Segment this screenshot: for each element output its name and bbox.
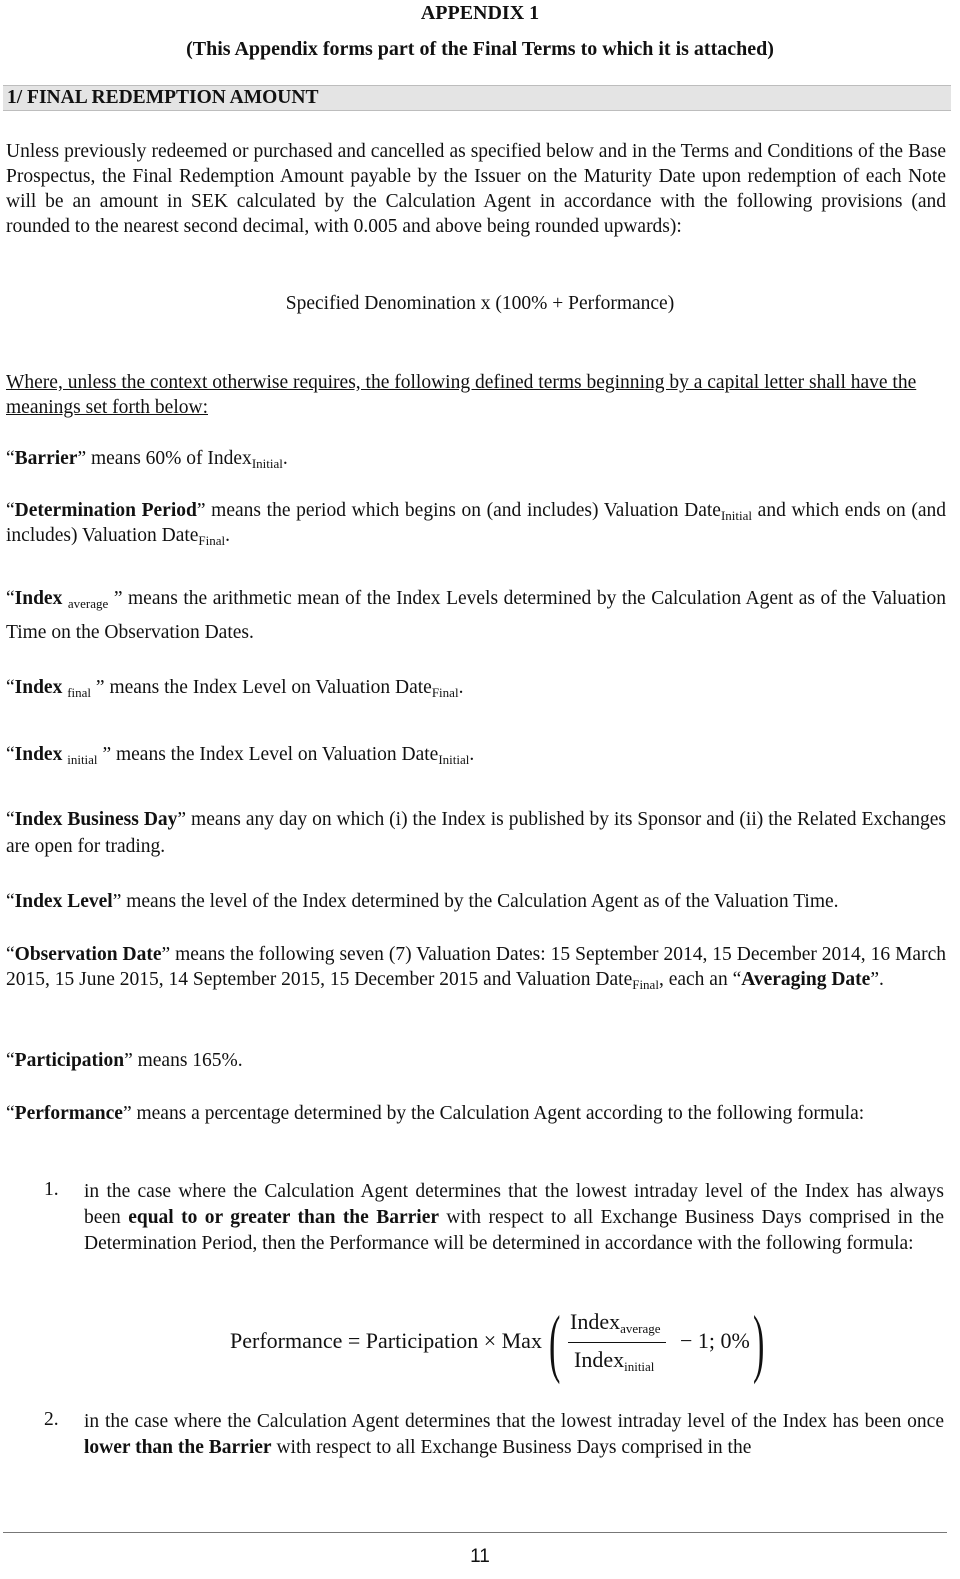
footer-rule — [3, 1532, 947, 1533]
intro-paragraph: Unless previously redeemed or purchased and cancelled as specified below and in the Terms and Conditions of the Base Prospectus, the Final Redemption Amount payable by the Issuer on the Maturity Date upon redemption of each Note will be an amount in SEK calculated by the Calculation Agent in accordance with the following provisions (and rounded to the nearest second decimal, with 0.005 and above being rounded upwards): — [6, 141, 946, 237]
subscript: final — [67, 685, 92, 700]
section-heading-bar — [3, 85, 951, 111]
performance-formula — [230, 1301, 770, 1395]
section-heading: 1/ FINAL REDEMPTION AMOUNT — [7, 87, 319, 108]
subscript: Final — [632, 977, 659, 992]
case-emphasis: lower than the Barrier — [84, 1437, 272, 1458]
definitions-intro: Where, unless the context otherwise requires, the following defined terms beginning by a capital letter shall have the meanings set forth below: — [6, 372, 917, 418]
subscript: initial — [67, 752, 98, 767]
definition-text: means any day on which (i) the Index is published by its Sponsor and (ii) the Related Exchanges are open for trading. — [6, 809, 946, 857]
numerator-subscript: average — [620, 1321, 661, 1336]
page-number: 11 — [470, 1546, 490, 1567]
term-index-average: Index — [14, 588, 63, 609]
subscript: Initial — [720, 508, 752, 523]
formula-denominator — [574, 1347, 654, 1373]
definition-text: means 60% of Index — [86, 448, 252, 469]
formula-close-paren: ) — [752, 1301, 765, 1385]
definition-text: means a percentage determined by the Calculation Agent according to the following formula: — [131, 1103, 865, 1124]
definition-text: means the level of the Index determined by the Calculation Agent as of the Valuation Time. — [121, 891, 839, 912]
term-participation: Participation — [14, 1050, 125, 1071]
definition-text: means the period which begins on (and includes) Valuation Date — [205, 500, 721, 521]
case-text: in the case where the Calculation Agent determines that the lowest intraday level of the Index has always been — [84, 1181, 944, 1228]
definition-end: . — [282, 448, 288, 469]
subscript: Final — [198, 533, 226, 548]
definition-index-business-day: “Index Business Day” means any day on which (i) the Index is published by its Sponsor and (ii) the Related Exchanges are open for trading. — [6, 809, 946, 857]
definition-observation-date: “Observation Date” means the following seven (7) Valuation Dates: 15 September 2014, 15 December 2014, 16 March 2015, 15 June 2015, 14 September 2015, 15 December 2015 and Valuation Date$_{Final}$, each an “Averaging Date”. — [6, 944, 946, 992]
subscript: Initial — [251, 456, 283, 471]
definition-index-final: “Index $_{final}$ ” means the Index Level on Valuation Date$_{Final}$. — [6, 677, 464, 700]
case-emphasis: equal to or greater than the Barrier — [128, 1207, 439, 1228]
definition-index-level: “Index Level” means the level of the Index determined by the Calculation Agent as of the Valuation Time. — [6, 891, 839, 912]
case-1-number: 1. — [44, 1179, 59, 1200]
case-text: with respect to all Exchange Business Days comprised in the — [271, 1437, 752, 1458]
formula-open-paren: ( — [548, 1301, 561, 1385]
denominator-subscript: initial — [624, 1359, 655, 1374]
definition-index-average: “Index $_{average}$ ” means the arithmetic mean of the Index Levels determined by the Calculation Agent as of the Valuation Time on the Observation Dates. — [6, 588, 947, 643]
subscript: average — [67, 596, 109, 611]
definition-end: . — [469, 744, 475, 765]
term-observation-date: Observation Date — [14, 944, 162, 965]
fraction-line — [568, 1342, 666, 1343]
definition-text: and which ends on (and includes) Valuation Date — [6, 500, 946, 546]
term-averaging-date: Averaging Date — [741, 969, 871, 990]
denominator-text: Index — [574, 1347, 625, 1372]
term-barrier: Barrier — [14, 448, 78, 469]
definition-end: . — [878, 969, 884, 990]
definition-text: means the following seven (7) Valuation Dates: 15 September 2014, 15 December 2014, 16 March 2015, 15 June 2015, 14 September 2015, 15 December 2015 and Valuation Date — [6, 944, 946, 990]
definition-end: . — [458, 677, 464, 698]
term-index-final: Index — [14, 677, 63, 698]
definition-index-initial: “Index $_{initial}$ ” means the Index Level on Valuation Date$_{Initial}$. — [6, 744, 475, 767]
term-performance: Performance — [14, 1103, 123, 1124]
appendix-subtitle: (This Appendix forms part of the Final Terms to which it is attached) — [186, 38, 774, 60]
case-2-text — [84, 1409, 944, 1461]
definition-text: means the Index Level on Valuation Date — [104, 677, 432, 698]
numerator-text: Index — [570, 1309, 621, 1334]
definition-text: means the Index Level on Valuation Date — [111, 744, 439, 765]
definition-text: means the arithmetic mean of the Index Levels determined by the Calculation Agent as of the Valuation Time on the Observation Dates. — [6, 588, 947, 643]
redemption-formula: Specified Denomination x (100% + Performance) — [285, 293, 675, 314]
definition-determination-period: “Determination Period” means the period which begins on (and includes) Valuation Date$_{Initial}$ and which ends on (and includes) Valuation Date$_{Final}$. — [6, 500, 946, 548]
term-determination-period: Determination Period — [14, 500, 197, 521]
definition-end: . — [225, 525, 231, 546]
term-index-level: Index Level — [14, 891, 113, 912]
definition-text: means 165%. — [132, 1050, 243, 1071]
formula-lhs: Performance = Participation × Max — [230, 1328, 542, 1353]
term-index-initial: Index — [14, 744, 63, 765]
case-1-text — [84, 1179, 944, 1257]
appendix-title: APPENDIX 1 — [420, 2, 540, 24]
term-index-business-day: Index Business Day — [14, 809, 178, 830]
case-text: with respect to all Exchange Business Days comprised in the Determination Period, then the Performance will be determined in accordance with the following formula: — [84, 1207, 944, 1254]
formula-rest: − 1; 0% — [680, 1328, 750, 1353]
definition-text: , each an — [658, 969, 733, 990]
subscript: Initial — [438, 752, 470, 767]
formula-numerator — [570, 1309, 661, 1335]
case-2-number: 2. — [44, 1409, 59, 1430]
definition-barrier: “Barrier” means 60% of Index$_{Initial}$. — [6, 448, 288, 471]
definition-performance: “Performance” means a percentage determined by the Calculation Agent according to the following formula: — [6, 1103, 865, 1124]
subscript: Final — [431, 685, 459, 700]
definition-participation: “Participation” means 165%. — [6, 1050, 243, 1071]
case-text: in the case where the Calculation Agent determines that the lowest intraday level of the Index has been once — [84, 1411, 944, 1432]
